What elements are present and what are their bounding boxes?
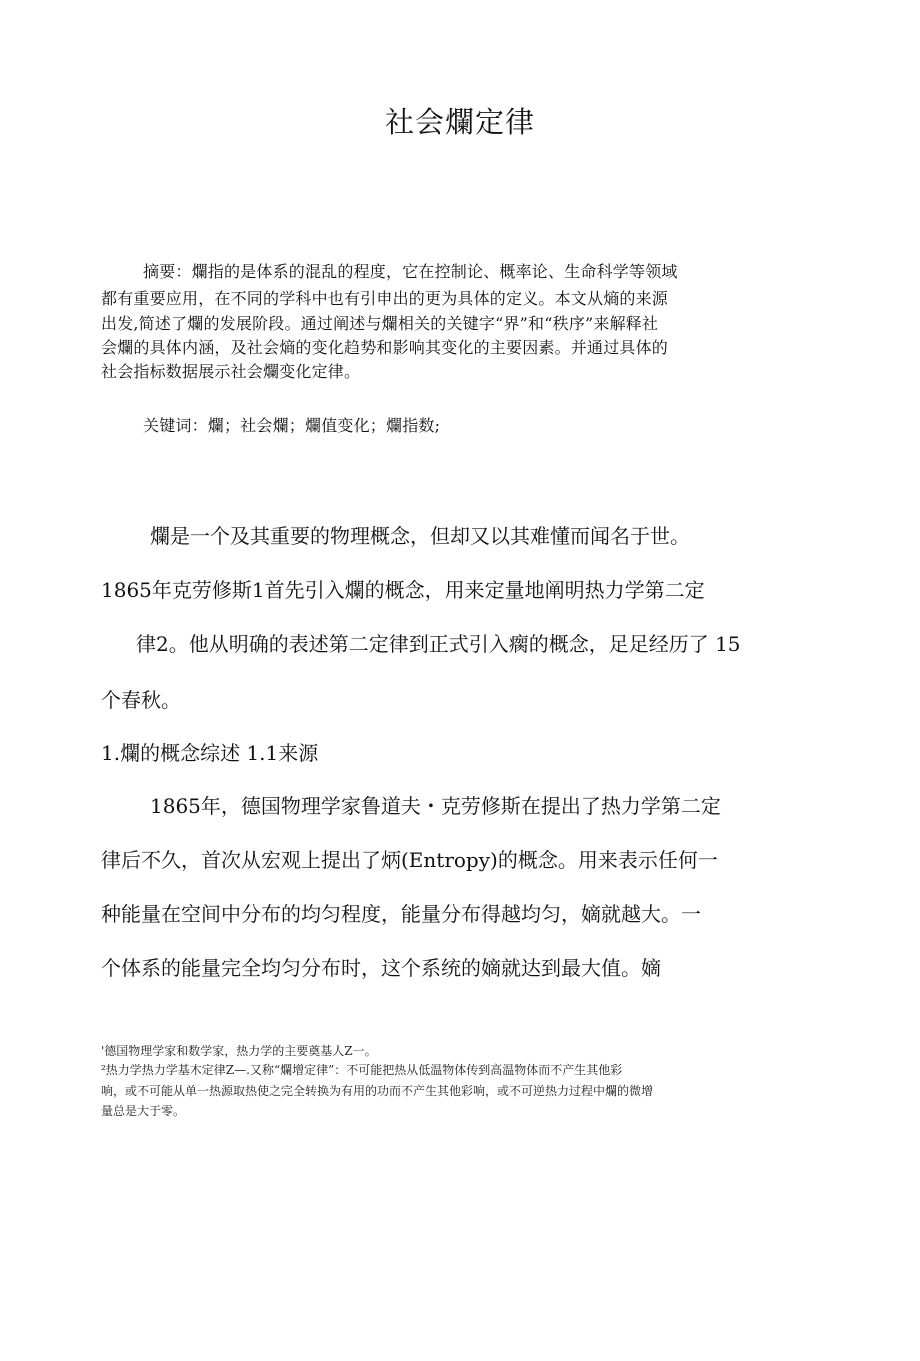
body-line: 律2。他从明确的表述第二定律到正式引入瘸的概念，足足经历了 15	[136, 632, 741, 656]
body-line: 1865年克劳修斯1首先引入爛的概念，用来定量地阐明热力学第二定	[101, 578, 705, 602]
body-line: 个春秋。	[101, 688, 181, 712]
footnote-line: '德国物理学家和数学家，热力学的主要奠基人Z一。	[101, 1044, 377, 1058]
abstract-line: 都有重要应用，在不同的学科中也有引申出的更为具体的定义。本文从熵的来源	[101, 289, 669, 308]
footnote-line: 量总是大于零。	[101, 1104, 186, 1118]
abstract-line: 摘要：爛指的是体系的混乱的程度，它在控制论、概率论、生命科学等领域	[143, 262, 678, 281]
body-line: 种能量在空间中分布的均匀程度，能量分布得越均匀，嫡就越大。一	[101, 902, 701, 926]
body-line: 1865年，德国物理学家鲁道夫・克劳修斯在提出了热力学第二定	[150, 794, 721, 818]
keywords-line: 关键词：爛；社会爛；爛值变化；爛指数;	[143, 416, 441, 435]
body-line: 个体系的能量完全均匀分布时，这个系统的嫡就达到最大值。嫡	[101, 956, 661, 980]
abstract-line: 出发,简述了爛的发展阶段。通过阐述与爛相关的关键字“界”和“秩序”来解释社	[101, 314, 659, 333]
abstract-line: 会爛的具体内涵，及社会熵的变化趋势和影响其变化的主要因素。并通过具体的	[101, 338, 669, 357]
abstract-line: 社会指标数据展示社会爛变化定律。	[101, 362, 361, 381]
body-line: 律后不久，首次从宏观上提出了炳(Entropy)的概念。用来表示任何一	[101, 848, 718, 872]
section-heading: 1.爛的概念综述 1.1来源	[101, 741, 319, 765]
document-title: 社会爛定律	[384, 105, 535, 139]
body-line: 爛是一个及其重要的物理概念，但却又以其难懂而闻名于世。	[150, 524, 690, 548]
footnote-line: ²热力学热力学基木定律Z—.又称“爛增定律”：不可能把热从低温物体传到高温物体而不产生其他彩	[101, 1063, 623, 1077]
footnote-line: 响，或不可能从单一热源取热使之完全转换为有用的功而不产生其他彩响，或不可逆热力过程中爛的微增	[101, 1084, 654, 1098]
